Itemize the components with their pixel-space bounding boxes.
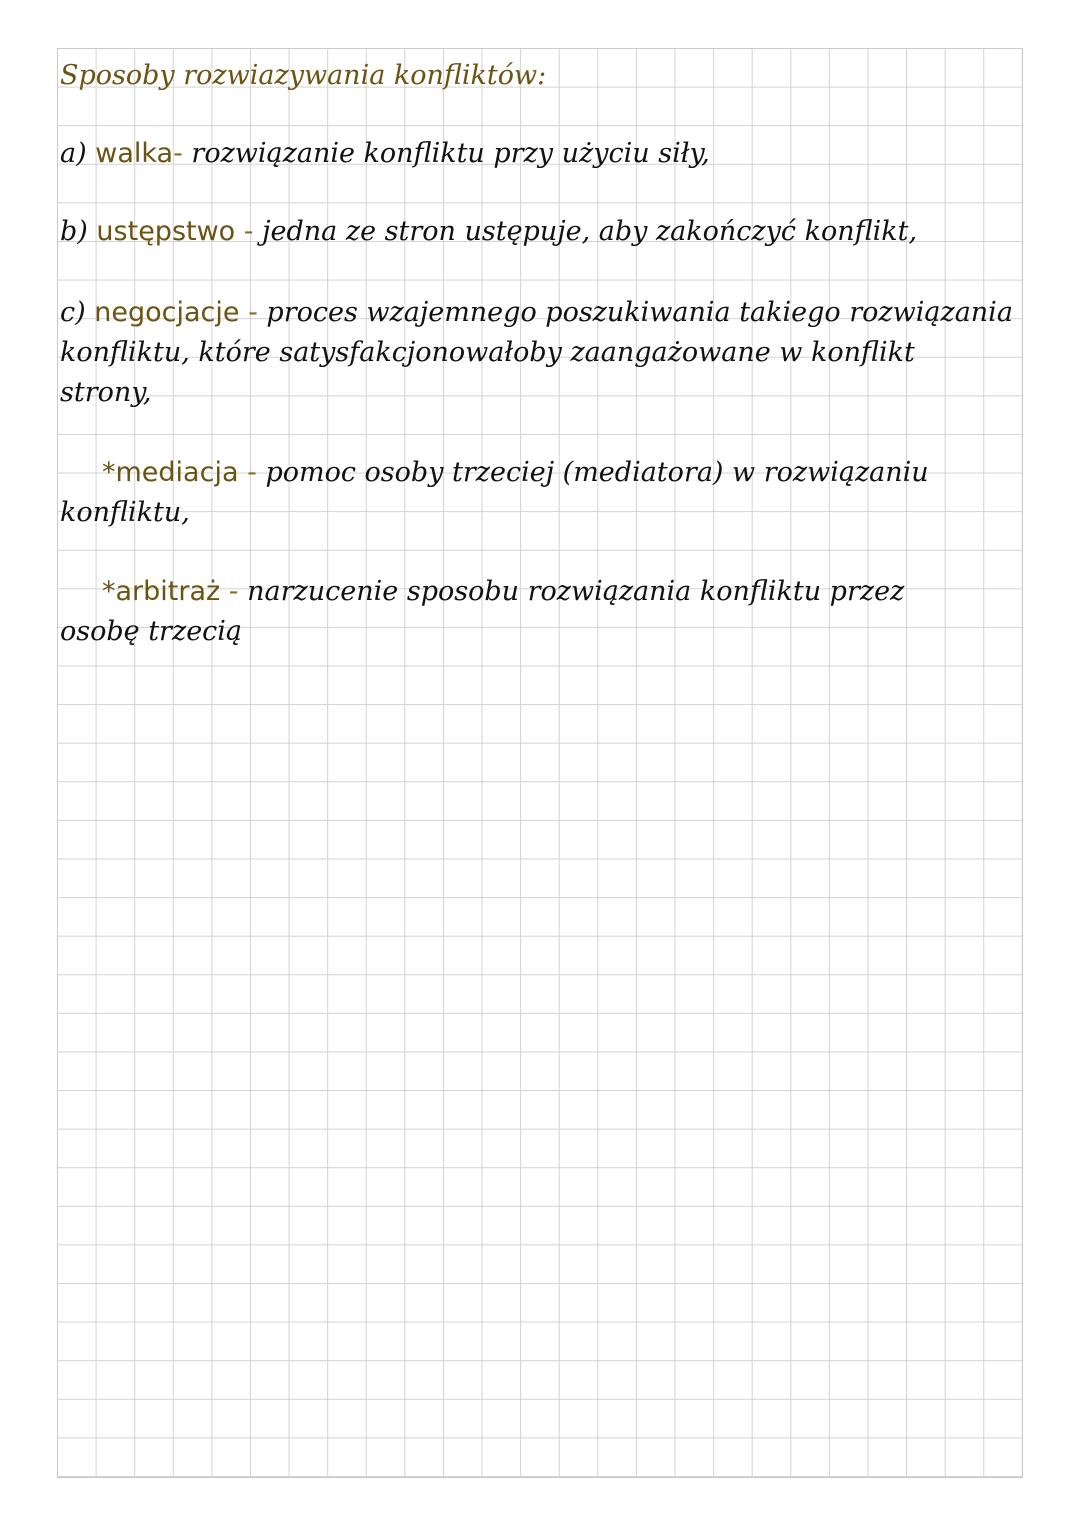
item-marker: c) (60, 297, 86, 328)
subitem-mediacja (60, 453, 929, 492)
item-marker: b) (60, 216, 88, 247)
term-arbitraz: *arbitraż (102, 576, 221, 607)
definition-line: jedna ze stron ustępuje, aby zakończyć konflikt, (262, 216, 918, 247)
definition-line: rozwiązanie konfliktu przy użyciu siły, (191, 138, 710, 169)
definition-line: konfliktu, (60, 497, 190, 528)
definition-line: proces wzajemnego poszukiwania takiego rozwiązania (266, 297, 1013, 328)
term-negocjacje: negocjacje (94, 297, 240, 328)
subitem-arbitraz (60, 572, 904, 611)
term-ustepstwo: ustępstwo (96, 216, 236, 247)
term-dash: - (247, 457, 257, 488)
definition-line: narzucenie sposobu rozwiązania konfliktu przez (247, 576, 905, 607)
term-dash: - (243, 216, 254, 247)
item-negocjacje (60, 293, 1013, 332)
notes-title: Sposoby rozwiazywania konfliktów: (60, 60, 547, 91)
definition-line: strony, (60, 377, 152, 408)
term-dash: - (248, 297, 258, 328)
item-walka (60, 134, 710, 173)
term-dash: - (228, 576, 239, 607)
item-ustepstwo (60, 212, 917, 251)
term-dash: - (173, 138, 183, 169)
term-walka: walka (95, 138, 174, 169)
term-mediacja: *mediacja (102, 457, 239, 488)
definition-line: konfliktu, które satysfakcjonowałoby zaangażowane w konflikt (60, 337, 915, 368)
item-marker: a) (60, 138, 87, 169)
definition-line: osobę trzecią (60, 616, 243, 647)
definition-line: pomoc osoby trzeciej (mediatora) w rozwiązaniu (265, 457, 929, 488)
graph-paper-grid (57, 48, 1023, 1478)
